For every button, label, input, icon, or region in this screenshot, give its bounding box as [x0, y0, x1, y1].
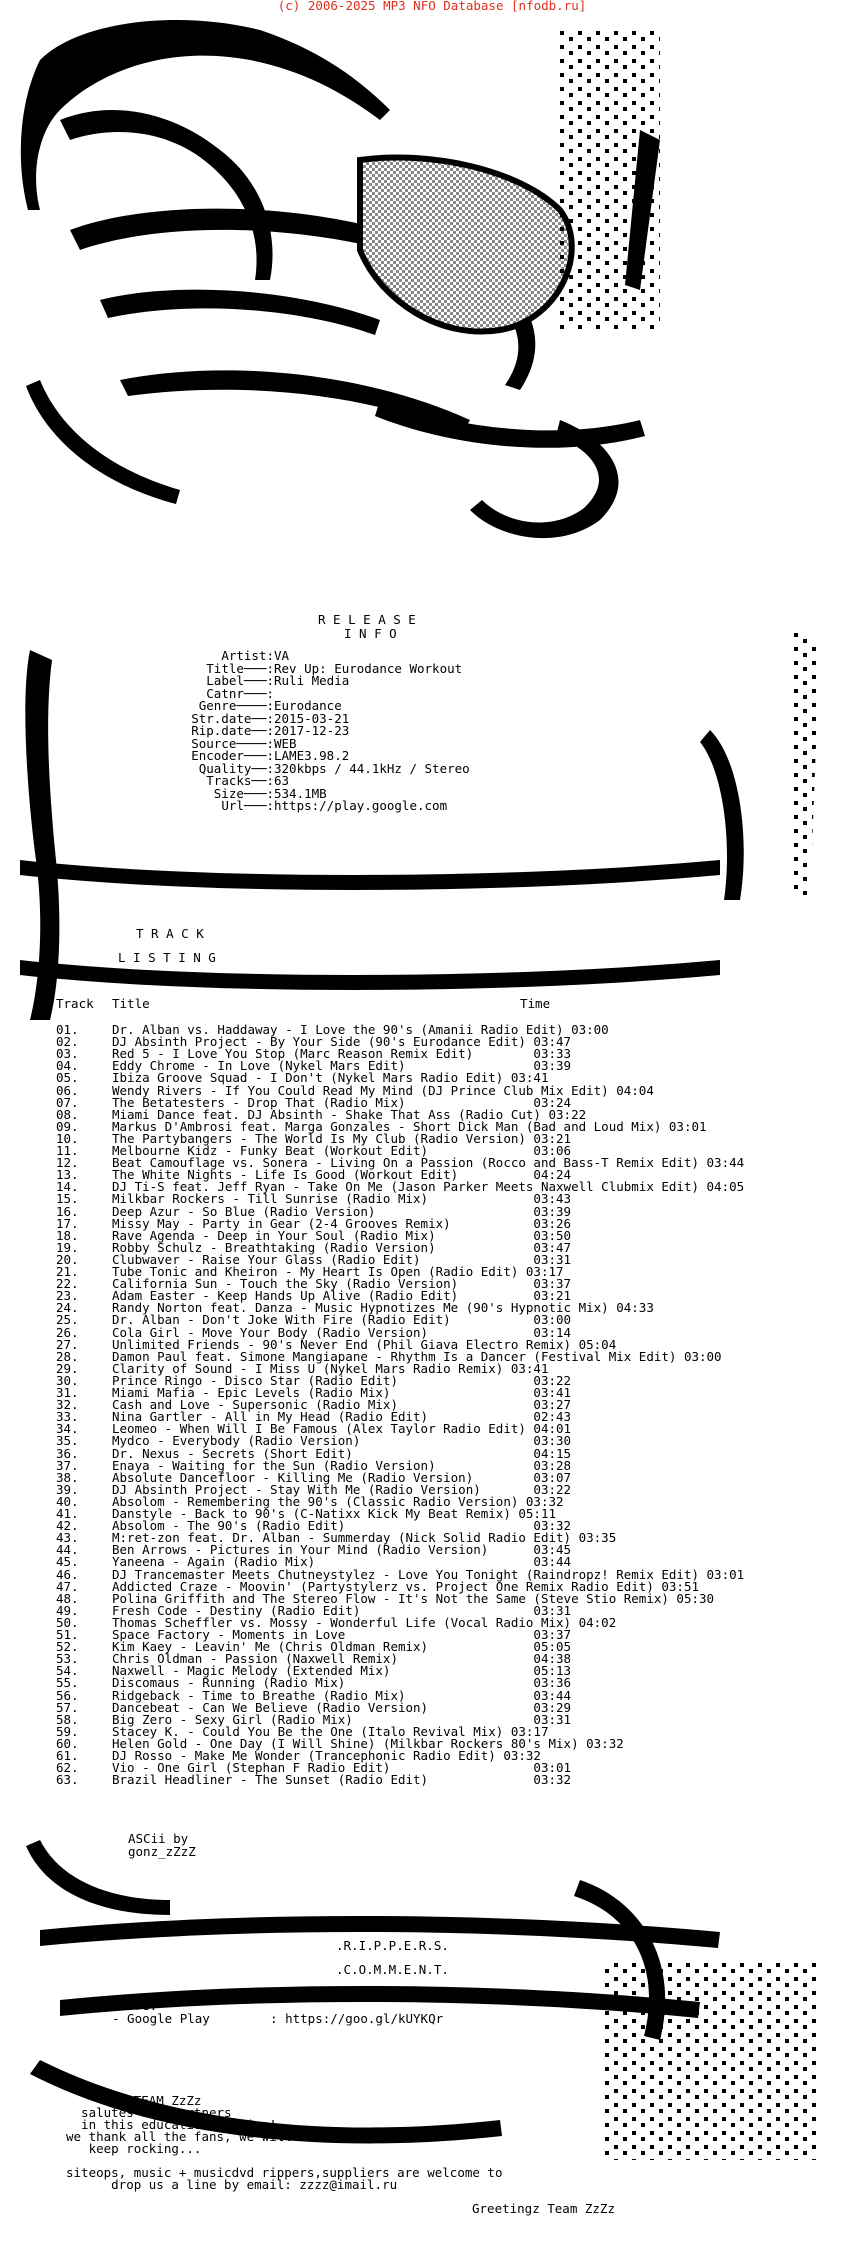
info-value-size: 534.1MB: [274, 785, 327, 801]
track-number: 60.: [56, 1735, 79, 1751]
track-title: Dr. Nexus - Secrets (Short Edit) 04:15: [112, 1445, 572, 1461]
track-title: Tube Tonic and Kheiron - My Heart Is Open (Radio Edit) 03:17: [112, 1264, 564, 1279]
release-heading-line2: I N F O: [344, 626, 397, 641]
art-bar-top: [20, 860, 720, 890]
track-number: 45.: [56, 1554, 79, 1570]
track-title: Miami Mafia - Epic Levels (Radio Mix) 03:41: [112, 1385, 572, 1400]
track-title: Randy Norton feat. Danza - Music Hypnotizes Me (90's Hypnotic Mix) 04:33: [112, 1300, 654, 1316]
track-number: 54.: [56, 1663, 79, 1679]
track-title: Beat Camouflage vs. Sonera - Living On a Passion (Rocco and Bass-T Remix Edit) 03:44: [112, 1155, 745, 1171]
track-number: 63.: [56, 1772, 79, 1788]
track-title: Dr. Alban vs. Haddaway - I Love the 90's (Amanii Radio Edit) 03:00: [112, 1022, 609, 1037]
track-title: Thomas Scheffler vs. Mossy - Wonderful Life (Vocal Radio Mix) 04:02: [112, 1614, 617, 1630]
track-title: Eddy Chrome - In Love (Nykel Mars Edit) 03:39: [112, 1058, 572, 1074]
track-title: Deep Azur - So Blue (Radio Version) 03:39: [112, 1203, 572, 1219]
track-title: Unlimited Friends - 90's Never End (Phil Giava Electro Remix) 05:04: [112, 1336, 617, 1352]
track-number: 37.: [56, 1457, 79, 1473]
track-number: 22.: [56, 1276, 79, 1292]
column-header-track: Track: [56, 996, 94, 1011]
track-title: DJ Ti-S feat. Jeff Ryan - Take On Me (Jason Parker Meets Naxwell Clubmix Edit) 04:05: [112, 1179, 745, 1195]
track-title: Damon Paul feat. Simone Mangiapane - Rhythm Is a Dancer (Festival Mix Edit) 03:00: [112, 1348, 722, 1364]
track-title: Absolom - Remembering the 90's (Classic Radio Version) 03:32: [112, 1493, 564, 1509]
track-title: Discomaus - Running (Radio Mix) 03:36: [112, 1675, 572, 1691]
info-label-source: Source────:: [191, 735, 274, 751]
info-value-label: Ruli Media: [274, 673, 350, 688]
track-title: Adam Easter - Keep Hands Up Alive (Radio Edit) 03:21: [112, 1288, 572, 1304]
track-number: 40.: [56, 1493, 79, 1509]
info-label-label: Label───:: [206, 673, 274, 688]
rippers-line2: .C.O.M.M.E.N.T.: [336, 1962, 449, 1977]
track-title: DJ Trancemaster Meets Chutneystylez - Love You Tonight (Raindropz! Remix Edit) 03:01: [112, 1566, 745, 1582]
track-number: 62.: [56, 1760, 79, 1776]
art-lower-scatter: [600, 1960, 820, 2160]
track-title: Stacey K. - Could You Be the One (Italo Revival Mix) 03:17: [112, 1723, 549, 1739]
track-number: 11.: [56, 1143, 79, 1158]
track-number: 46.: [56, 1566, 79, 1582]
track-number: 49.: [56, 1602, 79, 1618]
footer-line-3: in this educational crime!: [66, 2117, 277, 2132]
track-title: Milkbar Rockers - Till Sunrise (Radio Mix) 03:43: [112, 1191, 572, 1207]
track-title: Ridgeback - Time to Breathe (Radio Mix) 03:44: [112, 1687, 572, 1703]
track-title: DJ Rosso - Make Me Wonder (Trancephonic Radio Edit) 03:32: [112, 1748, 541, 1763]
info-value-strdate: 2015-03-21: [274, 710, 350, 726]
info-label-artist: Artist:: [221, 648, 274, 663]
track-number: 07.: [56, 1094, 79, 1110]
track-title: Ibiza Groove Squad - I Don't (Nykel Mars Radio Edit) 03:41: [112, 1070, 549, 1086]
info-label-quality: Quality──:: [198, 760, 274, 776]
info-value-tracks: 63: [274, 773, 290, 788]
track-heading-line1: T R A C K: [136, 926, 204, 941]
track-number: 15.: [56, 1191, 79, 1207]
art-shaded-area: [360, 157, 572, 331]
footer-line-2: salutes all partners: [66, 2105, 232, 2120]
track-title: Nina Gartler - All in My Head (Radio Edit) 02:43: [112, 1409, 572, 1425]
track-number: 28.: [56, 1348, 79, 1364]
header-credit: (c) 2006-2025 MP3 NFO Database [nfodb.ru]: [277, 0, 587, 13]
track-number: 52.: [56, 1639, 79, 1655]
track-title: Cash and Love - Supersonic (Radio Mix) 03:27: [112, 1397, 572, 1413]
info-value-genre: Eurodance: [274, 698, 342, 713]
track-number: 14.: [56, 1179, 79, 1195]
track-heading-line2: L I S T I N G: [118, 950, 216, 965]
track-title: Wendy Rivers - If You Could Read My Mind (DJ Prince Club Mix Edit) 04:04: [112, 1082, 654, 1098]
track-number: 20.: [56, 1251, 79, 1267]
track-number: 56.: [56, 1687, 79, 1703]
track-title: California Sun - Touch the Sky (Radio Version) 03:37: [112, 1276, 572, 1292]
track-number: 35.: [56, 1433, 79, 1449]
track-number: 47.: [56, 1578, 79, 1594]
track-title: Polina Griffith and The Stereo Flow - It's Not the Same (Steve Stio Remix) 05:30: [112, 1590, 715, 1606]
info-value-title: Rev Up: Eurodance Workout: [274, 660, 463, 676]
track-title: Miami Dance feat. DJ Absinth - Shake That Ass (Radio Cut) 03:22: [112, 1106, 587, 1122]
art-curl-left: [26, 380, 180, 504]
ascii-credit-line1: ASCii by: [128, 1831, 189, 1846]
info-label-url: Url───:: [221, 798, 274, 813]
track-number: 61.: [56, 1748, 79, 1763]
track-title: Kim Kaey - Leavin' Me (Chris Oldman Remix) 05:05: [112, 1639, 572, 1655]
track-number: 44.: [56, 1542, 79, 1558]
track-number: 39.: [56, 1481, 79, 1497]
track-number: 51.: [56, 1627, 79, 1642]
track-number: 57.: [56, 1699, 79, 1715]
track-number: 58.: [56, 1711, 79, 1727]
track-number: 36.: [56, 1445, 79, 1461]
track-title: Chris Oldman - Passion (Naxwell Remix) 04:38: [112, 1651, 572, 1667]
track-number: 27.: [56, 1336, 79, 1352]
store-google-play: - Google Play : https://goo.gl/kUYKQr: [112, 2011, 444, 2026]
track-title: Ben Arrows - Pictures in Your Mind (Radio Version) 03:45: [112, 1542, 572, 1558]
track-number: 48.: [56, 1590, 79, 1606]
info-label-tracks: Tracks──:: [206, 773, 274, 788]
track-number: 19.: [56, 1239, 79, 1255]
track-number: 05.: [56, 1070, 79, 1086]
track-title: Mydco - Everybody (Radio Version) 03:30: [112, 1433, 572, 1449]
info-label-genre: Genre────:: [198, 698, 274, 713]
track-number: 10.: [56, 1130, 79, 1146]
rippers-line1: .R.I.P.P.E.R.S.: [336, 1938, 449, 1953]
track-title: DJ Absinth Project - Stay With Me (Radio Version) 03:22: [112, 1481, 572, 1497]
art-scatter-dots: [560, 30, 660, 330]
track-number: 09.: [56, 1118, 79, 1134]
info-label-title: Title───:: [206, 660, 274, 676]
track-title: The Partybangers - The World Is My Club (Radio Version) 03:21: [112, 1130, 572, 1146]
track-title: DJ Absinth Project - By Your Side (90's Eurodance Edit) 03:47: [112, 1034, 572, 1050]
track-number: 04.: [56, 1058, 79, 1074]
track-number: 53.: [56, 1651, 79, 1667]
track-title: Addicted Craze - Moovin' (Partystylerz vs. Project One Remix Radio Edit) 03:51: [112, 1578, 699, 1594]
track-list: [0, 1024, 864, 1804]
track-title: Absolom - The 90's (Radio Edit) 03:32: [112, 1518, 572, 1534]
track-title: The White Nights - Life Is Good (Workout Edit) 04:24: [112, 1167, 572, 1183]
store-heading: Store:: [112, 1998, 158, 2013]
track-title: Yaneena - Again (Radio Mix) 03:44: [112, 1554, 572, 1570]
track-title: Danstyle - Back to 90's (C-Natixx Kick My Beat Remix) 05:11: [112, 1506, 557, 1521]
track-number: 17.: [56, 1215, 79, 1231]
track-title: Robby Schulz - Breathtaking (Radio Version) 03:47: [112, 1239, 572, 1255]
info-label-encoder: Encoder───:: [191, 748, 274, 763]
info-value-source: WEB: [274, 735, 297, 751]
track-number: 01.: [56, 1022, 79, 1037]
footer-greetings: Greetingz Team ZzZz: [472, 2201, 615, 2216]
info-label-strdate: Str.date──:: [191, 710, 274, 726]
track-number: 32.: [56, 1397, 79, 1413]
track-title: Naxwell - Magic Melody (Extended Mix) 05:13: [112, 1663, 572, 1679]
track-number: 43.: [56, 1530, 79, 1546]
track-number: 08.: [56, 1106, 79, 1122]
track-number: 38.: [56, 1469, 79, 1485]
info-label-catnr: Catnr───:: [206, 685, 274, 701]
track-title: Absolute Dancefloor - Killing Me (Radio Version) 03:07: [112, 1469, 572, 1485]
column-header-title: Title: [112, 996, 150, 1011]
track-number: 30.: [56, 1372, 79, 1388]
footer-sites: siteops, music + musicdvd rippers,suppliers are welcome to: [66, 2165, 503, 2180]
info-value-encoder: LAME3.98.2: [274, 748, 350, 763]
track-title: Space Factory - Moments in Love 03:37: [112, 1627, 572, 1642]
track-number: 06.: [56, 1082, 79, 1098]
track-title: Vio - One Girl (Stephan F Radio Edit) 03:01: [112, 1760, 572, 1776]
footer-line-1: TEAM ZzZz: [66, 2093, 202, 2108]
info-value-url: https://play.google.com: [274, 798, 448, 813]
track-title: Enaya - Waiting for the Sun (Radio Version) 03:28: [112, 1457, 572, 1473]
track-title: Red 5 - I Love You Stop (Marc Reason Remix Edit) 03:33: [112, 1046, 572, 1062]
track-title: Fresh Code - Destiny (Radio Edit) 03:31: [112, 1602, 572, 1618]
info-value-quality: 320kbps / 44.1kHz / Stereo: [274, 760, 470, 776]
track-number: 12.: [56, 1155, 79, 1171]
track-number: 33.: [56, 1409, 79, 1425]
track-title: M:ret-zon feat. Dr. Alban - Summerday (Nick Solid Radio Edit) 03:35: [112, 1530, 617, 1546]
track-title: Dancebeat - Can We Believe (Radio Version) 03:29: [112, 1699, 572, 1715]
track-title: Missy May - Party in Gear (2-4 Grooves Remix) 03:26: [112, 1215, 572, 1231]
track-title: Markus D'Ambrosi feat. Marga Gonzales - Short Dick Man (Bad and Loud Mix) 03:01: [112, 1118, 707, 1134]
art-swirl-2: [100, 290, 380, 335]
info-label-ripdate: Rip.date──:: [191, 723, 274, 738]
info-value-artist: VA: [274, 648, 290, 663]
track-number: 26.: [56, 1324, 79, 1340]
track-title: Brazil Headliner - The Sunset (Radio Edit) 03:32: [112, 1772, 572, 1788]
track-number: 02.: [56, 1034, 79, 1050]
track-number: 13.: [56, 1167, 79, 1183]
footer-line-5: keep rocking...: [66, 2141, 202, 2156]
info-value-ripdate: 2017-12-23: [274, 723, 350, 738]
track-title: The Betatesters - Drop That (Radio Mix) 03:24: [112, 1094, 572, 1110]
track-number: 42.: [56, 1518, 79, 1534]
track-number: 03.: [56, 1046, 79, 1062]
track-title: Leomeo - When Will I Be Famous (Alex Taylor Radio Edit) 04:01: [112, 1421, 572, 1437]
info-label-size: Size───:: [213, 785, 274, 801]
track-title: Cola Girl - Move Your Body (Radio Version) 03:14: [112, 1324, 572, 1340]
track-number: 50.: [56, 1614, 79, 1630]
track-title: Clarity of Sound - I Miss U (Nykel Mars Radio Remix) 03:41: [112, 1360, 549, 1376]
footer-email: drop us a line by email: zzzz@imail.ru: [66, 2177, 398, 2192]
track-number: 34.: [56, 1421, 79, 1437]
track-number: 16.: [56, 1203, 79, 1219]
track-number: 23.: [56, 1288, 79, 1304]
footer-line-4: we thank all the fans, we will: [66, 2129, 292, 2144]
track-title: Clubwaver - Raise Your Glass (Radio Edit) 03:31: [112, 1251, 572, 1267]
ascii-credit-line2: gonz_zZzZ: [128, 1844, 196, 1859]
track-title: Big Zero - Sexy Girl (Radio Mix) 03:31: [112, 1711, 572, 1727]
column-header-time: Time: [520, 996, 551, 1011]
track-title: Prince Ringo - Disco Star (Radio Edit) 03:22: [112, 1372, 572, 1388]
art-face-outline: [60, 110, 273, 280]
track-title: Melbourne Kidz - Funky Beat (Workout Edit) 03:06: [112, 1143, 572, 1158]
track-title: Dr. Alban - Don't Joke With Fire (Radio Edit) 03:00: [112, 1312, 572, 1328]
track-number: 55.: [56, 1675, 79, 1691]
track-number: 29.: [56, 1360, 79, 1376]
track-number: 21.: [56, 1264, 79, 1279]
release-info-block: [0, 650, 864, 820]
release-heading-line1: R E L E A S E: [318, 612, 416, 627]
track-number: 59.: [56, 1723, 79, 1739]
track-title: Helen Gold - One Day (I Will Shine) (Milkbar Rockers 80's Mix) 03:32: [112, 1735, 624, 1751]
track-number: 18.: [56, 1227, 79, 1243]
track-number: 31.: [56, 1385, 79, 1400]
track-number: 25.: [56, 1312, 79, 1328]
track-number: 24.: [56, 1300, 79, 1316]
track-number: 41.: [56, 1506, 79, 1521]
track-title: Rave Agenda - Deep in Your Soul (Radio Mix) 03:50: [112, 1227, 572, 1243]
